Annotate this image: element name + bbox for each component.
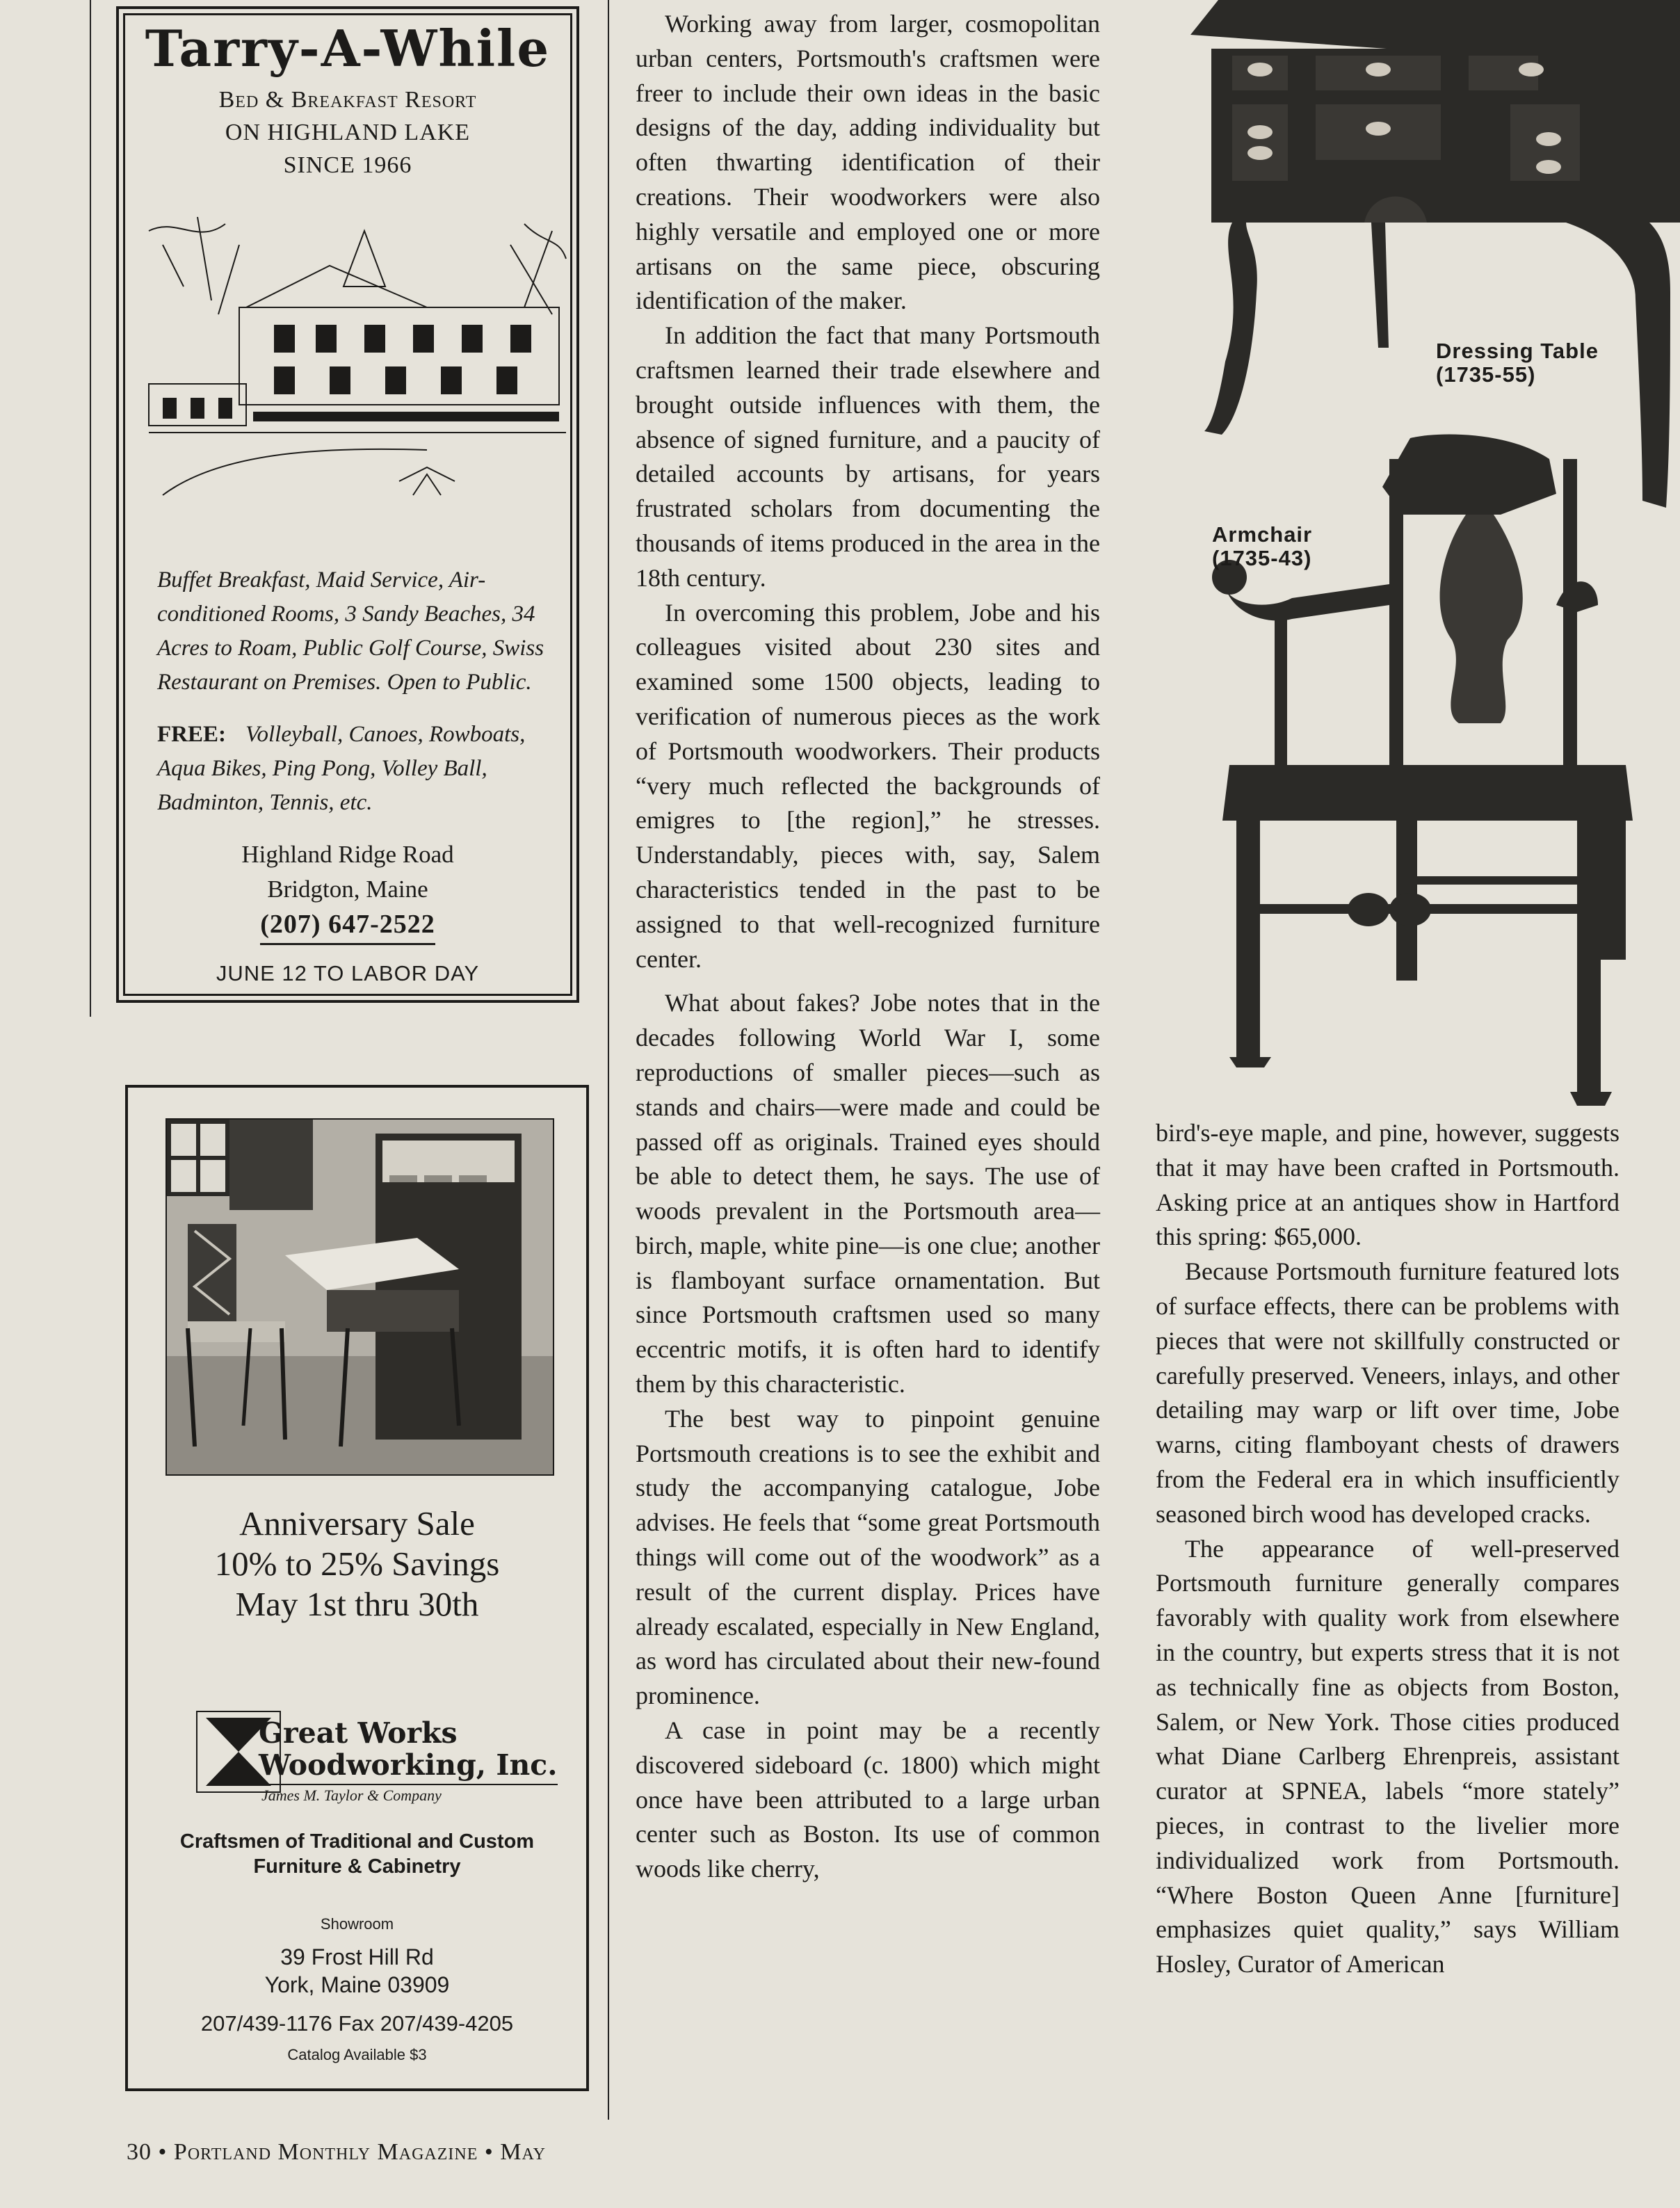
tarry-a-while-ad — [116, 6, 579, 1003]
magazine-name: Portland Monthly Magazine — [173, 2139, 478, 2165]
caption-title: Dressing Table — [1436, 339, 1599, 363]
ad-free-activities — [157, 718, 547, 820]
phone-fax: 207/439-1176 Fax 207/439-4205 — [200, 2011, 514, 2036]
left-column-rule — [90, 0, 91, 1017]
article-paragraph: In overcoming this problem, Jobe and his colleagues visited about 230 sites and examined some 1500 objects, leading to verification of numerous pieces as the work of Portsmouth woodworkers. Their products “very much reflected the backgrounds of emigres to [the region],” he stresses. Understandably, pieces with, say, Salem characteristics tended in the past to be assigned to that well-recognized furniture center. — [636, 598, 1100, 973]
company-tagline — [128, 1829, 586, 1879]
showroom-address — [128, 1943, 586, 1999]
ad-business-name: Tarry-A-While — [145, 19, 551, 78]
ad-amenities: Buffet Breakfast, Maid Service, Air-conditioned Rooms, 3 Sandy Beaches, 34 Acres to Roam, Public Golf Course, Swiss Restaurant on Premises. Open to Public. — [157, 567, 544, 695]
ad-subtitle-line: SINCE 1966 — [283, 152, 412, 178]
ad-street: Highland Ridge Road — [241, 841, 454, 868]
page-footer — [127, 2139, 546, 2166]
company-name-line: Woodworking, Inc. — [259, 1748, 558, 1782]
article-paragraph: Working away from larger, cosmopolitan urban centers, Portsmouth's craftsmen were freer to include their own ideas in the basic designs of the day, adding individuality but often thwarting identification of their creations. Their woodworkers were also highly versatile and employed one or more artisans on the same piece, obscuring identification of the maker. — [636, 10, 1100, 315]
article-paragraph: A case in point may be a recently discovered sideboard (c. 1800) which might once have been attributed to a large urban center such as Boston. Its use of common woods like cherry, — [636, 1716, 1100, 1883]
tagline-line: Furniture & Cabinetry — [253, 1855, 461, 1878]
ad-subtitle-line: ON HIGHLAND LAKE — [225, 120, 471, 145]
article-paragraph: What about fakes? Jobe notes that in the decades following World War I, some reproductions of smaller pieces—such as stands and chairs—were made and could be passed off as originals. Trained eyes should be able to detect them, he says. The use of woods prevalent in the Portsmouth area—birch, maple, white pine—is one clue; another is flamboyant surface ornamentation. But since Portsmouth craftsmen used so many eccentric motifs, it is often hard to identify them by this characteristic. — [636, 989, 1100, 1399]
sale-line: 10% to 25% Savings — [214, 1545, 500, 1583]
address-street: 39 Frost Hill Rd — [280, 1944, 434, 1969]
article-paragraph: Because Portsmouth furniture featured lots of surface effects, there can be problems with pieces that were not skillfully constructed or carefully preserved. Veneers, inlays, and other detailing may warp or lift over time, Jobe warns, citing flamboyant chests of drawers from the Federal era in which insufficiently seasoned birch wood has developed cracks. — [1156, 1257, 1620, 1528]
sale-line: May 1st thru 30th — [235, 1585, 479, 1623]
ad-free-text: Volleyball, Canoes, Rowboats, Aqua Bikes, Ping Pong, Volley Ball, Badminton, Tennis, etc. — [157, 722, 526, 815]
caption-date: (1735-55) — [1436, 362, 1536, 387]
ad-subtitle — [125, 83, 570, 182]
article-paragraph: In addition the fact that many Portsmouth craftsmen learned their trade elsewhere and brought outside influences with them, the absence of signed furniture, and a paucity of detailed accounts by artisans, for years frustrated scholars from documenting the thousands of items produced in the area in the 18th century. — [636, 321, 1100, 592]
ad-free-label: FREE: — [157, 722, 226, 747]
ad-town: Bridgton, Maine — [267, 876, 428, 903]
footer-bullet: • — [158, 2139, 168, 2165]
tagline-line: Craftsmen of Traditional and Custom — [179, 1830, 535, 1853]
company-signature: James M. Taylor & Company — [259, 1784, 558, 1806]
ad-season: JUNE 12 TO LABOR DAY — [216, 961, 480, 985]
article-paragraph: The appearance of well-preserved Portsmouth furniture generally compares favorably with quality work from elsewhere in the country, but experts stress that it is not as technically fine as objects from Boston, Salem, or New York. Those cities produced what Diane Carlberg Ehrenpreis, assistant curator at SPNEA, labels “more stately” pieces, in contrast to the livelier more individualized work from Portsmouth. “Where Boston Queen Anne [furniture] emphasizes quiet quality,” says William Hosley, Curator of American — [1156, 1534, 1620, 1979]
footer-bullet: • — [484, 2139, 494, 2165]
company-name — [259, 1717, 558, 1806]
showroom-label: Showroom — [320, 1915, 394, 1933]
anniversary-sale-text — [128, 1504, 586, 1625]
article-paragraph: The best way to pinpoint genuine Portsmouth creations is to see the exhibit and study the accompanying catalogue, Jobe advises. He feels that “some great Portsmouth things will come out of the woodwork” as a result of the current display. Prices have already escalated, especially in New England, as word has circulated about their new-found prominence. — [636, 1404, 1100, 1710]
ad-address — [125, 837, 570, 945]
caption-date: (1735-43) — [1212, 546, 1312, 570]
article-paragraph: bird's-eye maple, and pine, however, suggests that it may have been crafted in Portsmouth. Asking price at an antiques show in Hartford this spring: $65,000. — [1156, 1119, 1620, 1251]
article-column-1 — [636, 7, 1100, 1887]
issue-month: May — [500, 2139, 546, 2165]
center-column-rule — [608, 0, 609, 2120]
caption-title: Armchair — [1212, 522, 1313, 547]
furniture-showroom-photo — [165, 1118, 554, 1476]
company-name-line: Great Works — [259, 1716, 458, 1750]
catalog-note: Catalog Available $3 — [287, 2046, 427, 2063]
sale-line: Anniversary Sale — [239, 1504, 475, 1542]
great-works-ad — [125, 1085, 589, 2091]
dressing-table-caption — [1436, 339, 1599, 387]
page-number: 30 — [127, 2139, 152, 2165]
inn-sketch-illustration — [135, 203, 573, 530]
ad-subtitle-line: Bed & Breakfast Resort — [218, 87, 477, 113]
showroom-illustration — [167, 1120, 553, 1474]
ad-phone: (207) 647-2522 — [260, 907, 435, 945]
armchair-caption — [1212, 523, 1312, 570]
article-column-2 — [1156, 1116, 1620, 1982]
address-town: York, Maine 03909 — [264, 1972, 450, 1997]
